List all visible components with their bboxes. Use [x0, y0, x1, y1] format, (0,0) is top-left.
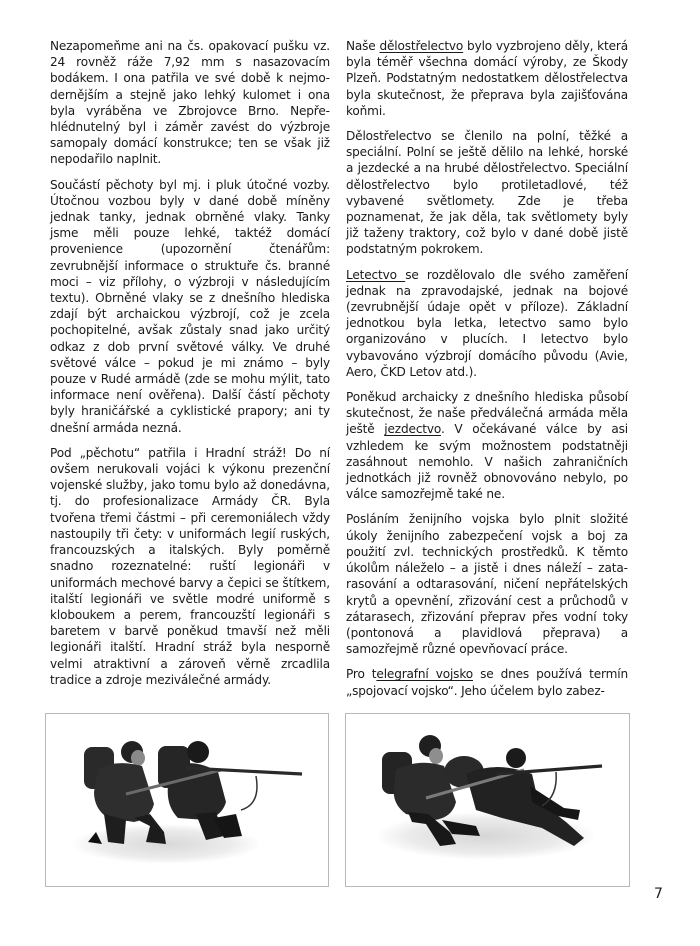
photo-kneeling-soldiers: [45, 713, 329, 887]
term-cavalry: jezdectvo: [384, 422, 441, 437]
text-fragment: Naše: [346, 39, 380, 53]
page-number: 7: [654, 886, 663, 902]
text-fragment: se rozdělovalo dle svého zaměření jednak na zpravodajské, jednak na bojové (zevrubnější údaje opět v příloze). Základní jednotkou byla letka, letectvo samo bylo organizováno v plucích. I letectvo bylo vybavováno výzbrojí domácího původu (Avie, Aero, ČKD Letov atd.).: [346, 267, 628, 379]
paragraph-engineers: Posláním ženijního vojska bylo plnit složité úkoly ženijního zabezpečení vojsk a boj za použití zvl. technických prostředků. K těmto úkolům náleželo – a jistě i dnes náleží – zatarasování a odtarasování, ničení nepřátelských krytů a opevnění, zřizování cest a průchodů v zátarasech, zřizování přeprav přes vodní toky (pontonová a plavidlová přeprava) a samozřejmě různé opevňovací práce.: [346, 512, 628, 657]
paragraph-infantry-armor: Součástí pěchoty byl mj. i pluk útočné vozby. Útočnou vozbou byly v dané době míněny jednak tanky, jednak obrněné vlaky. Tanky jsme měli pouze lehké, taktéž domácí provenience (upozornění čtenářům: zevrubnější informace o struktuře čs. branné moci – viz přílohy, o výzbroji v následujícím textu). Obrněné vlaky se z dnešního hlediska zdají být archaickou výzbrojí, což je zcela pochopitelné, avšak zůstaly snad jako určitý odkaz z dob první světové války. Ve druhé světové válce – pokud je mi známo – byly pouze v Rudé armádě (zde se mohu mýlit, tato informace není ověřena). Další částí pěchoty byly hraničářské a cyklistické prapory; ani ty dnešní armáda nezná.: [50, 177, 330, 435]
paragraph-signals: [346, 666, 628, 698]
text-fragment: bylo vyzbrojeno děly, která byla téměř všechna domácí výroby, ze Škody Plzeň. Podstatným nedostatkem dělostřelectva byla skutečnost, že přeprava byla zajišťována koňmi.: [346, 39, 628, 118]
paragraph-artillery-types: Dělostřelectvo se členilo na polní, těžké a speciální. Polní se ještě dělilo na lehké, horské a jezdecké a na hrubé dělostřelectvo. Speciální dělostřelectvo bylo protiletadlové, též vybavené světlomety. Zde je třeba poznamenat, že jak děla, tak světlomety byly již taženy traktory, což bylo v dané době jistě podstatným pokrokem.: [346, 129, 628, 257]
term-air-force: Letectvo: [346, 267, 406, 282]
text-fragment: se dnes používá termín „spojovací vojsko“. Jeho účelem bylo zabez-: [346, 667, 629, 698]
text-fragment: Poněkud archaicky z dnešního hlediska působí skutečnost, že naše předválečná armáda měla ještě: [346, 390, 628, 437]
paragraph-artillery: [346, 38, 628, 119]
text-fragment: Pro t: [346, 667, 377, 682]
text-fragment: . V očekávané válce by asi vzhledem ke svým možnostem podstatněji zasáhnout nemohlo. V našich zahraničních jednotkách již rovněž obnovováno nebylo, po válce samozřejmě také ne.: [346, 422, 628, 502]
paragraph-rifle: Nezapomeňme ani na čs. opakovací pušku vz. 24 rovněž ráže 7,92 mm s nasazovacím bodákem. I ona patřila ve své době k nejmodernějším a stejně jako lehký kulomet i ona byla vyráběna ve Zbrojovce Brno. Nepřehlédnutelný byl i záměr zavést do výzbroje samopaly domácí konstrukce; ten se však již nepodařilo naplnit.: [50, 39, 330, 167]
paragraph-castle-guard: Pod „pěchotu“ patřila i Hradní stráž! Do ní ovšem nerukovali vojáci k výkonu prezenční vojenské služby, jako tomu bylo až donedávna, tj. do profesionalizace Armády ČR. Byla tvořena třemi částmi – při ceremoniálech vždy nastoupily tři čety: v uniformách legií ruských, francouzských a italských. Byly poměrně snadno rozeznatelné: ruští legionáři v uniformách mechové barvy a čepici se štítkem, italští legionáři ve světle modré uniformě s kloboukem a perem, francouzští legionáři s baretem v barvě poněkud tmavší než měli legionáři italští. Hradní stráž byla nesporně velmi atraktivní a zároveň věrně zrcadlila tradice a zdroje meziválečné armády.: [50, 445, 330, 687]
term-artillery: dělostřelectvo: [379, 39, 464, 53]
paragraph-air-force: [346, 267, 628, 380]
soldiers-kneeling-illustration: [46, 714, 328, 886]
paragraph-cavalry: [346, 389, 628, 502]
left-text-column: [50, 38, 330, 697]
term-signals: elegrafní vojsko: [376, 667, 473, 682]
soldiers-prone-illustration: [346, 714, 629, 886]
right-text-column: [346, 38, 628, 708]
photo-crouching-prone-soldiers: [345, 713, 630, 887]
